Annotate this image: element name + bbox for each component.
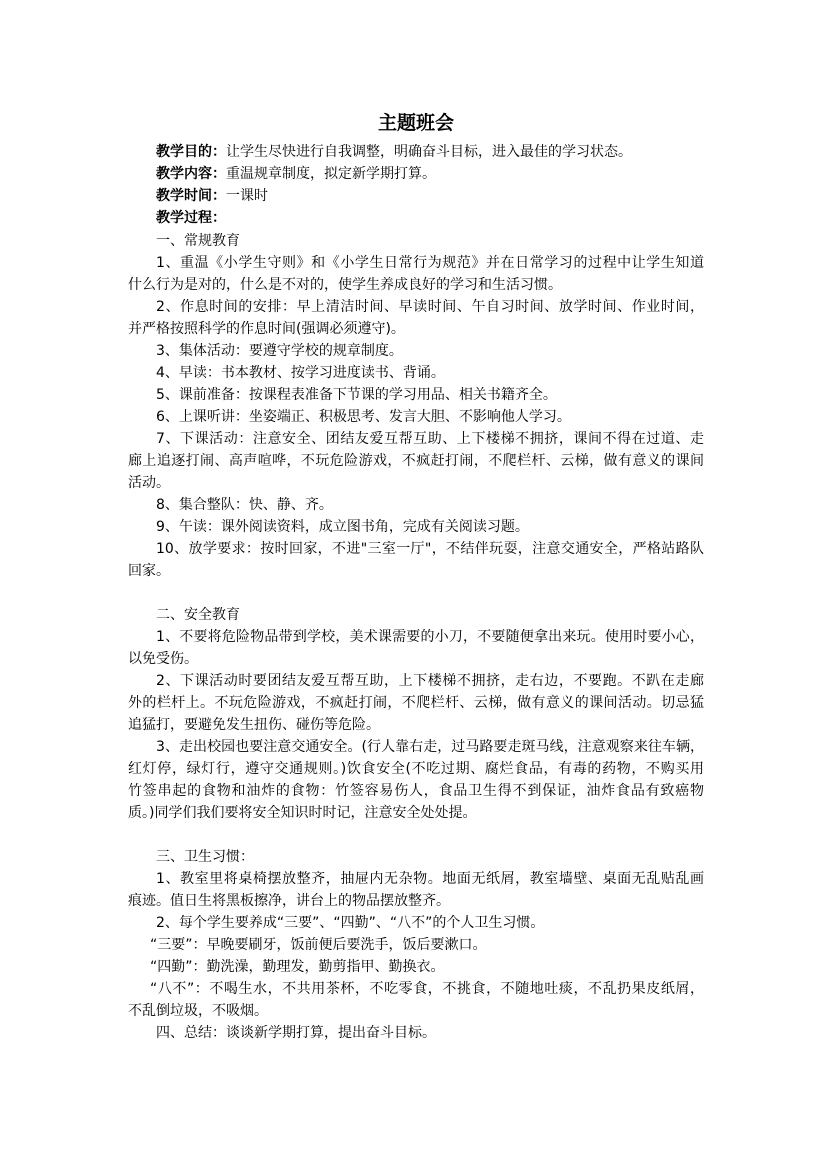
page-title: 主题班会 (377, 112, 454, 134)
paragraph-line: “四勤”：勤洗澡，勤理发，勤剪指甲、勤换衣。 (150, 959, 445, 975)
section-heading: 三、卫生习惯： (156, 849, 254, 865)
paragraph-line: 7、下课活动：注意安全、团结友爱互帮互助、上下楼梯不拥挤，课间不得在过道、走 (156, 431, 704, 447)
meta-time: 教学时间：一课时 (156, 188, 268, 204)
paragraph-line: 2、作息时间的安排：早上清洁时间、早读时间、午自习时间、放学时间、作业时间， (156, 299, 704, 315)
paragraph-line: 红灯停，绿灯行，遵守交通规则。)饮食安全(不吃过期、腐烂食品，有毒的药物，不购买用 (128, 761, 704, 777)
paragraph-line: 外的栏杆上。不玩危险游戏，不疯赶打闹，不爬栏杆、云梯，做有意义的课间活动。切忌猛 (128, 695, 704, 711)
paragraph-line: 3、集体活动：要遵守学校的规章制度。 (156, 343, 403, 359)
section-heading: 二、安全教育 (156, 607, 240, 623)
paragraph-line: 活动。 (128, 475, 170, 491)
paragraph-line: “三要”：早晚要刷牙，饭前便后要洗手，饭后要漱口。 (150, 937, 487, 953)
paragraph-line: 2、每个学生要养成“三要”、“四勤”、“八不”的个人卫生习惯。 (156, 915, 545, 931)
paragraph-line: 6、上课听讲：坐姿端正、积极思考、发言大胆、不影响他人学习。 (156, 409, 571, 425)
paragraph-line: 什么行为是对的，什么是不对的，使学生养成良好的学习和生活习惯。 (128, 277, 562, 293)
meta-content: 教学内容：重温规章制度，拟定新学期打算。 (156, 166, 436, 182)
paragraph-line: 竹签串起的食物和油炸的食物：竹签容易伤人，食品卫生得不到保证，油炸食品有致癌物 (128, 783, 704, 799)
paragraph-line: 廊上追逐打闹、高声喧哗，不玩危险游戏，不疯赶打闹，不爬栏杆、云梯，做有意义的课间 (128, 453, 704, 469)
paragraph-line: 追猛打，要避免发生扭伤、碰伤等危险。 (128, 717, 380, 733)
paragraph-line: 10、放学要求：按时回家，不进"三室一厅"，不结伴玩耍，注意交通安全，严格站路队 (156, 541, 704, 557)
paragraph-line: 质。)同学们我们要将安全知识时时记，注意安全处处提。 (128, 805, 477, 821)
paragraph-line: 1、教室里将桌椅摆放整齐，抽屉内无杂物。地面无纸屑，教室墙壁、桌面无乱贴乱画 (156, 871, 704, 887)
section-heading: 四、总结：谈谈新学期打算，提出奋斗目标。 (156, 1025, 436, 1041)
paragraph-line: 3、走出校园也要注意交通安全。(行人靠右走，过马路要走斑马线，注意观察来往车辆， (156, 739, 704, 755)
paragraph-line: 痕迹。值日生将黑板擦净，讲台上的物品摆放整齐。 (128, 893, 450, 909)
paragraph-line: 4、早读：书本教材、按学习进度读书、背诵。 (156, 365, 445, 381)
meta-process: 教学过程： (156, 210, 226, 226)
paragraph-line: 2、下课活动时要团结友爱互帮互助，上下楼梯不拥挤，走右边，不要跑。不趴在走廊 (156, 673, 704, 689)
paragraph-line: 并严格按照科学的作息时间(强调必须遵守)。 (128, 321, 405, 337)
paragraph-line: 回家。 (128, 563, 170, 579)
paragraph-line: 8、集合整队：快、静、齐。 (156, 497, 333, 513)
paragraph-line: 9、午读：课外阅读资料，成立图书角，完成有关阅读习题。 (156, 519, 529, 535)
meta-purpose: 教学目的：让学生尽快进行自我调整，明确奋斗目标，进入最佳的学习状态。 (156, 144, 632, 160)
paragraph-line: 1、重温《小学生守则》和《小学生日常行为规范》并在日常学习的过程中让学生知道 (156, 255, 704, 271)
section-heading: 一、常规教育 (156, 233, 240, 249)
paragraph-line: 不乱倒垃圾，不吸烟。 (128, 1003, 268, 1019)
paragraph-line: 以免受伤。 (128, 651, 198, 667)
paragraph-line: 1、不要将危险物品带到学校，美术课需要的小刀，不要随便拿出来玩。使用时要小心， (156, 629, 704, 645)
paragraph-line: “八不”：不喝生水，不共用茶杯，不吃零食，不挑食，不随地吐痰，不乱扔果皮纸屑， (150, 981, 704, 997)
paragraph-line: 5、课前准备：按课程表准备下节课的学习用品、相关书籍齐全。 (156, 387, 557, 403)
